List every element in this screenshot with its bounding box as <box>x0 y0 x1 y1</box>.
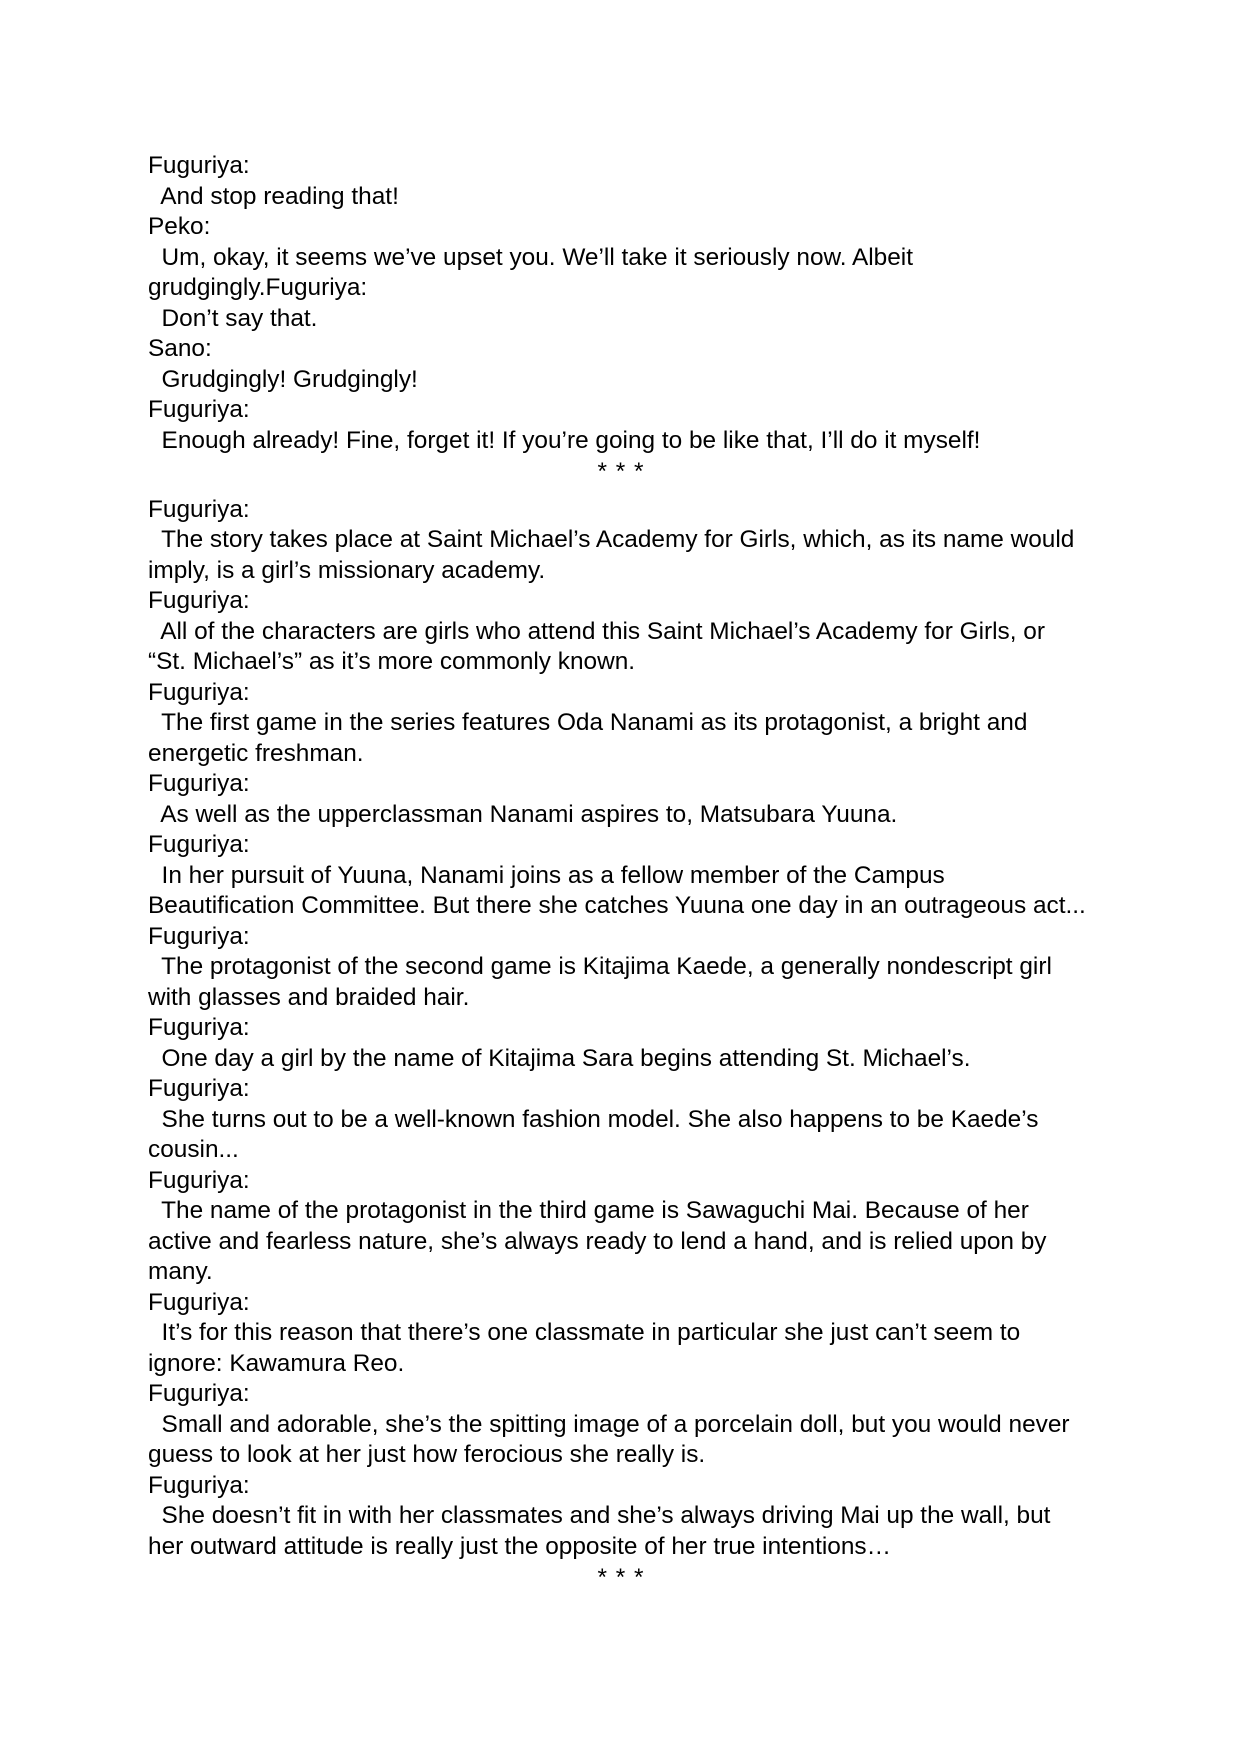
dialogue-line: As well as the upperclassman Nanami aspires to, Matsubara Yuuna. <box>148 800 898 828</box>
speaker-line: Fuguriya: <box>148 922 250 950</box>
dialogue-line: ignore: Kawamura Reo. <box>148 1349 405 1377</box>
speaker-line: Fuguriya: <box>148 587 250 614</box>
speaker-line: Fuguriya: <box>148 1288 250 1316</box>
speaker-line: Fuguriya: <box>148 1380 250 1407</box>
dialogue-line: active and fearless nature, she’s always ready to lend a hand, and is relied upon by <box>148 1227 1047 1255</box>
speaker-line: Fuguriya: <box>148 678 250 706</box>
dialogue-line: The first game in the series features Oda Nanami as its protagonist, a bright and <box>148 709 1028 736</box>
dialogue-line: “St. Michael’s” as it’s more commonly known. <box>148 648 636 675</box>
speaker-line: Fuguriya: <box>148 495 250 523</box>
dialogue-line: Enough already! Fine, forget it! If you’re going to be like that, I’ll do it myself! <box>148 426 981 454</box>
dialogue-line: cousin... <box>148 1136 239 1163</box>
dialogue-line: She turns out to be a well-known fashion model. She also happens to be Kaede’s <box>148 1105 1039 1133</box>
dialogue-line: Beautification Committee. But there she catches Yuuna one day in an outrageous act... <box>148 892 1086 919</box>
dialogue-line: her outward attitude is really just the opposite of her true intentions… <box>148 1532 891 1560</box>
dialogue-line: The name of the protagonist in the third game is Sawaguchi Mai. Because of her <box>148 1197 1029 1224</box>
dialogue-line: She doesn’t fit in with her classmates and she’s always driving Mai up the wall, but <box>148 1502 1051 1529</box>
speaker-line: Fuguriya: <box>148 1014 250 1041</box>
dialogue-line: with glasses and braided hair. <box>148 983 470 1011</box>
dialogue-line: All of the characters are girls who attend this Saint Michael’s Academy for Girls, or <box>148 617 1045 645</box>
dialogue-line: many. <box>148 1258 213 1285</box>
dialogue-line: imply, is a girl’s missionary academy. <box>148 556 546 584</box>
speaker-line: Peko: <box>148 213 211 240</box>
speaker-line: Fuguriya: <box>148 152 250 179</box>
speaker-line: Fuguriya: <box>148 1166 250 1194</box>
dialogue-line: energetic freshman. <box>148 739 364 767</box>
section-separator: * * * <box>597 458 645 485</box>
dialogue-line: Don’t say that. <box>148 304 318 332</box>
speaker-line: Fuguriya: <box>148 1471 250 1499</box>
dialogue-line: Grudgingly! Grudgingly! <box>148 365 418 393</box>
speaker-line: Sano: <box>148 335 212 362</box>
speaker-line: Fuguriya: <box>148 396 250 423</box>
dialogue-line: One day a girl by the name of Kitajima Sara begins attending St. Michael’s. <box>148 1044 971 1072</box>
dialogue-line: The story takes place at Saint Michael’s Academy for Girls, which, as its name would <box>148 526 1075 553</box>
speaker-line: Fuguriya: <box>148 1075 250 1102</box>
dialogue-line: Small and adorable, she’s the spitting image of a porcelain doll, but you would never <box>148 1410 1070 1438</box>
section-separator: * * * <box>597 1564 645 1591</box>
dialogue-line: In her pursuit of Yuuna, Nanami joins as a fellow member of the Campus <box>148 861 945 889</box>
dialogue-line: And stop reading that! <box>148 182 399 210</box>
dialogue-line: guess to look at her just how ferocious she really is. <box>148 1441 706 1468</box>
dialogue-line: It’s for this reason that there’s one classmate in particular she just can’t seem to <box>148 1319 1021 1346</box>
speaker-line: Fuguriya: <box>148 831 250 858</box>
dialogue-line: Um, okay, it seems we’ve upset you. We’ll take it seriously now. Albeit <box>148 243 914 271</box>
speaker-line: Fuguriya: <box>148 770 250 797</box>
transcript-text <box>148 151 1094 1594</box>
dialogue-line: The protagonist of the second game is Kitajima Kaede, a generally nondescript girl <box>148 953 1052 980</box>
dialogue-line: grudgingly.Fuguriya: <box>148 274 368 301</box>
